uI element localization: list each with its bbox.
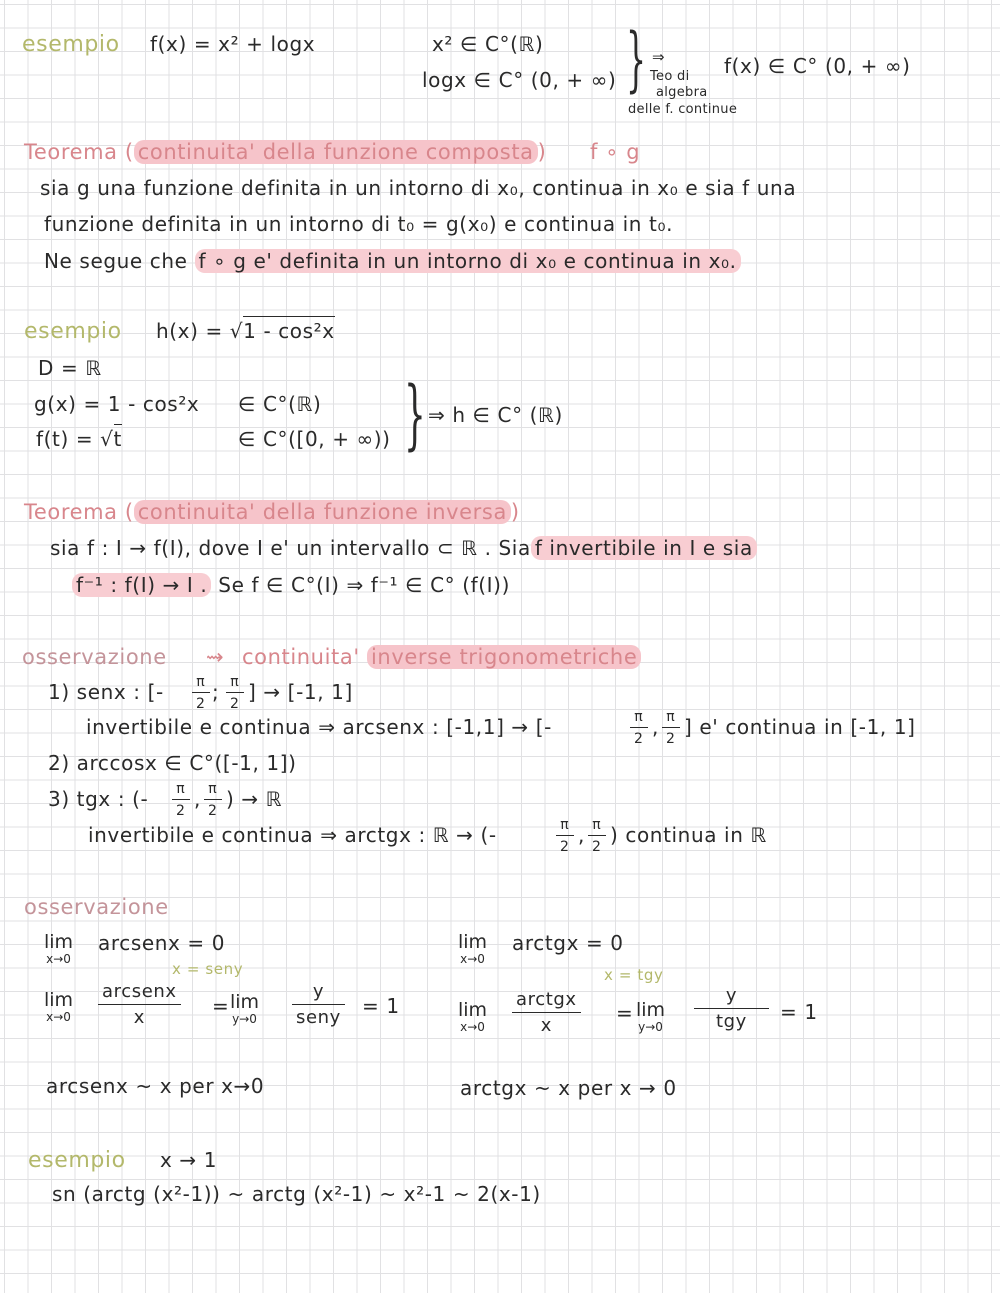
lim-sub: x→0 <box>460 952 485 966</box>
theorem-heading <box>24 502 520 523</box>
formula-line: x² ∈ C°(ℝ) <box>432 32 544 56</box>
denominator: 2 <box>226 692 244 711</box>
radicand: 1 - cos²x <box>243 316 335 343</box>
lim-sub: x→0 <box>46 952 71 966</box>
heading-highlight: continuita' della funzione inversa <box>134 500 511 524</box>
sqrt-sign: √ <box>100 427 114 451</box>
denominator: x <box>98 1004 181 1027</box>
numerator: π <box>230 674 240 690</box>
observation-label: osservazione <box>22 645 167 669</box>
implies-arrow: ⇒ <box>652 48 666 66</box>
formula-line <box>36 429 122 449</box>
separator: , <box>194 787 201 811</box>
text-span: continuita' <box>242 645 360 669</box>
theorem-text <box>44 251 741 271</box>
lim-word: lim <box>458 931 488 953</box>
fraction <box>662 710 680 746</box>
lim-sub: x→0 <box>46 1010 71 1024</box>
lim-word: lim <box>44 989 74 1011</box>
formula: f(x) = x² + logx <box>150 32 316 56</box>
theorem-heading <box>24 142 546 163</box>
equivalence-chain: sn (arctg (x²-1)) ~ arctg (x²-1) ~ x²-1 ~ 2(x-1) <box>52 1182 541 1206</box>
numerator: π <box>560 817 570 833</box>
limit-operator <box>458 933 487 965</box>
limit-operator <box>44 933 73 965</box>
limit-operator <box>636 1001 665 1033</box>
heading-word: Teorema ( <box>24 500 134 524</box>
example-label: esempio <box>22 32 120 57</box>
example-label: esempio <box>24 319 122 344</box>
text-span: Se f ∈ C°(I) ⇒ f⁻¹ ∈ C° (f(I)) <box>218 573 510 597</box>
limit-expression: arctgx = 0 <box>512 931 624 955</box>
formula-part: h(x) = <box>156 319 230 343</box>
squiggle-arrow: ⇝ <box>206 645 225 669</box>
formula-line: ∈ C°(ℝ) <box>238 392 322 416</box>
fraction <box>694 987 769 1031</box>
separator: ; <box>212 680 220 704</box>
heading-close: ) <box>537 140 547 164</box>
result: ⇒ h ∈ C° (ℝ) <box>428 403 563 427</box>
denominator: 2 <box>630 727 648 746</box>
fraction <box>192 675 210 711</box>
result: f(x) ∈ C° (0, + ∞) <box>724 54 911 78</box>
curly-brace: } <box>404 369 426 458</box>
note: algebra <box>656 85 708 100</box>
numerator: π <box>592 817 602 833</box>
list-item: ) → ℝ <box>226 787 283 811</box>
lim-sub: x→0 <box>460 1020 485 1034</box>
list-item: 1) senx : [- <box>48 680 164 704</box>
fraction <box>98 983 181 1027</box>
list-item: 2) arccosx ∈ C°([-1, 1]) <box>48 751 297 775</box>
fraction <box>588 818 606 854</box>
formula-line: logx ∈ C° (0, + ∞) <box>422 68 617 92</box>
numerator: π <box>208 781 218 797</box>
numerator: y <box>725 985 738 1006</box>
sqrt-sign: √ <box>229 319 244 343</box>
theorem-text <box>72 575 510 595</box>
denominator: seny <box>292 1004 345 1027</box>
equals-one: = 1 <box>362 994 400 1018</box>
limit-operator <box>44 991 73 1023</box>
theorem-text: sia g una funzione definita in un intorno di x₀, continua in x₀ e sia f una <box>40 176 797 200</box>
equals: = <box>212 994 230 1018</box>
substitution: x = seny <box>172 960 244 978</box>
domain: D = ℝ <box>38 356 102 380</box>
fraction <box>204 782 222 818</box>
lim-word: lim <box>636 999 666 1021</box>
numerator: π <box>634 709 644 725</box>
note: Teo di <box>650 69 690 84</box>
list-item: invertibile e continua ⇒ arctgx : ℝ → (- <box>88 823 497 847</box>
limit-operator <box>458 1001 487 1033</box>
text-highlight: inverse trigonometriche <box>367 645 641 669</box>
example-label: esempio <box>28 1148 126 1173</box>
separator: , <box>652 715 659 739</box>
note: delle f. continue <box>628 102 738 117</box>
fraction <box>172 782 190 818</box>
equivalence: arctgx ~ x per x → 0 <box>460 1076 677 1100</box>
lim-word: lim <box>44 931 74 953</box>
denominator: tgy <box>694 1008 769 1031</box>
lim-sub: y→0 <box>232 1012 257 1026</box>
denominator: 2 <box>556 835 574 854</box>
lim-sub: y→0 <box>638 1020 663 1034</box>
numerator: arcsenx <box>102 981 177 1002</box>
list-item: ) continua in ℝ <box>610 823 767 847</box>
formula-part: f(t) = <box>36 427 101 451</box>
formula-line: g(x) = 1 - cos²x <box>34 392 200 416</box>
heading-highlight: continuita' della funzione composta <box>134 140 538 164</box>
equals-one: = 1 <box>780 1000 818 1024</box>
formula <box>156 321 335 341</box>
fraction <box>556 818 574 854</box>
numerator: y <box>312 981 325 1002</box>
denominator: 2 <box>204 799 222 818</box>
list-item: invertibile e continua ⇒ arcsenx : [-1,1] → [- <box>86 715 552 739</box>
heading-word: Teorema ( <box>24 140 134 164</box>
equivalence: arcsenx ~ x per x→0 <box>46 1074 265 1098</box>
limit-operator <box>230 993 259 1025</box>
text-highlight: f ∘ g e' definita in un intorno di x₀ e continua in x₀. <box>195 249 741 273</box>
theorem-text: funzione definita in un intorno di t₀ = g(x₀) e continua in t₀. <box>44 212 674 236</box>
fraction <box>512 991 581 1035</box>
observation-subtitle <box>242 647 641 668</box>
limit-expression: arcsenx = 0 <box>98 931 226 955</box>
numerator: π <box>196 674 206 690</box>
equals: = <box>616 1001 634 1025</box>
text-highlight: f⁻¹ : f(I) → I . <box>72 573 211 597</box>
list-item: ] → [-1, 1] <box>248 680 353 704</box>
numerator: arctgx <box>516 989 577 1010</box>
fraction <box>630 710 648 746</box>
separator: , <box>578 823 585 847</box>
theorem-text <box>50 538 757 558</box>
substitution: x = tgy <box>604 966 664 984</box>
fraction <box>226 675 244 711</box>
curly-brace: } <box>626 18 647 100</box>
list-item: ] e' continua in [-1, 1] <box>684 715 916 739</box>
list-item: 3) tgx : (- <box>48 787 149 811</box>
text-span: Ne segue che <box>44 249 188 273</box>
composition-symbol: f ∘ g <box>590 140 641 164</box>
condition: x → 1 <box>160 1148 218 1172</box>
denominator: x <box>512 1012 581 1035</box>
observation-label: osservazione <box>24 895 169 919</box>
text-span: sia f : I → f(I), dove I e' un intervallo ⊂ ℝ . Sia <box>50 536 531 560</box>
formula-line: ∈ C°([0, + ∞)) <box>238 427 391 451</box>
denominator: 2 <box>662 727 680 746</box>
numerator: π <box>176 781 186 797</box>
lim-word: lim <box>458 999 488 1021</box>
lim-word: lim <box>230 991 260 1013</box>
denominator: 2 <box>172 799 190 818</box>
numerator: π <box>666 709 676 725</box>
text-highlight: f invertibile in I e sia <box>531 536 757 560</box>
denominator: 2 <box>588 835 606 854</box>
radicand: t <box>114 424 122 451</box>
fraction <box>292 983 345 1027</box>
denominator: 2 <box>192 692 210 711</box>
heading-close: ) <box>510 500 520 524</box>
